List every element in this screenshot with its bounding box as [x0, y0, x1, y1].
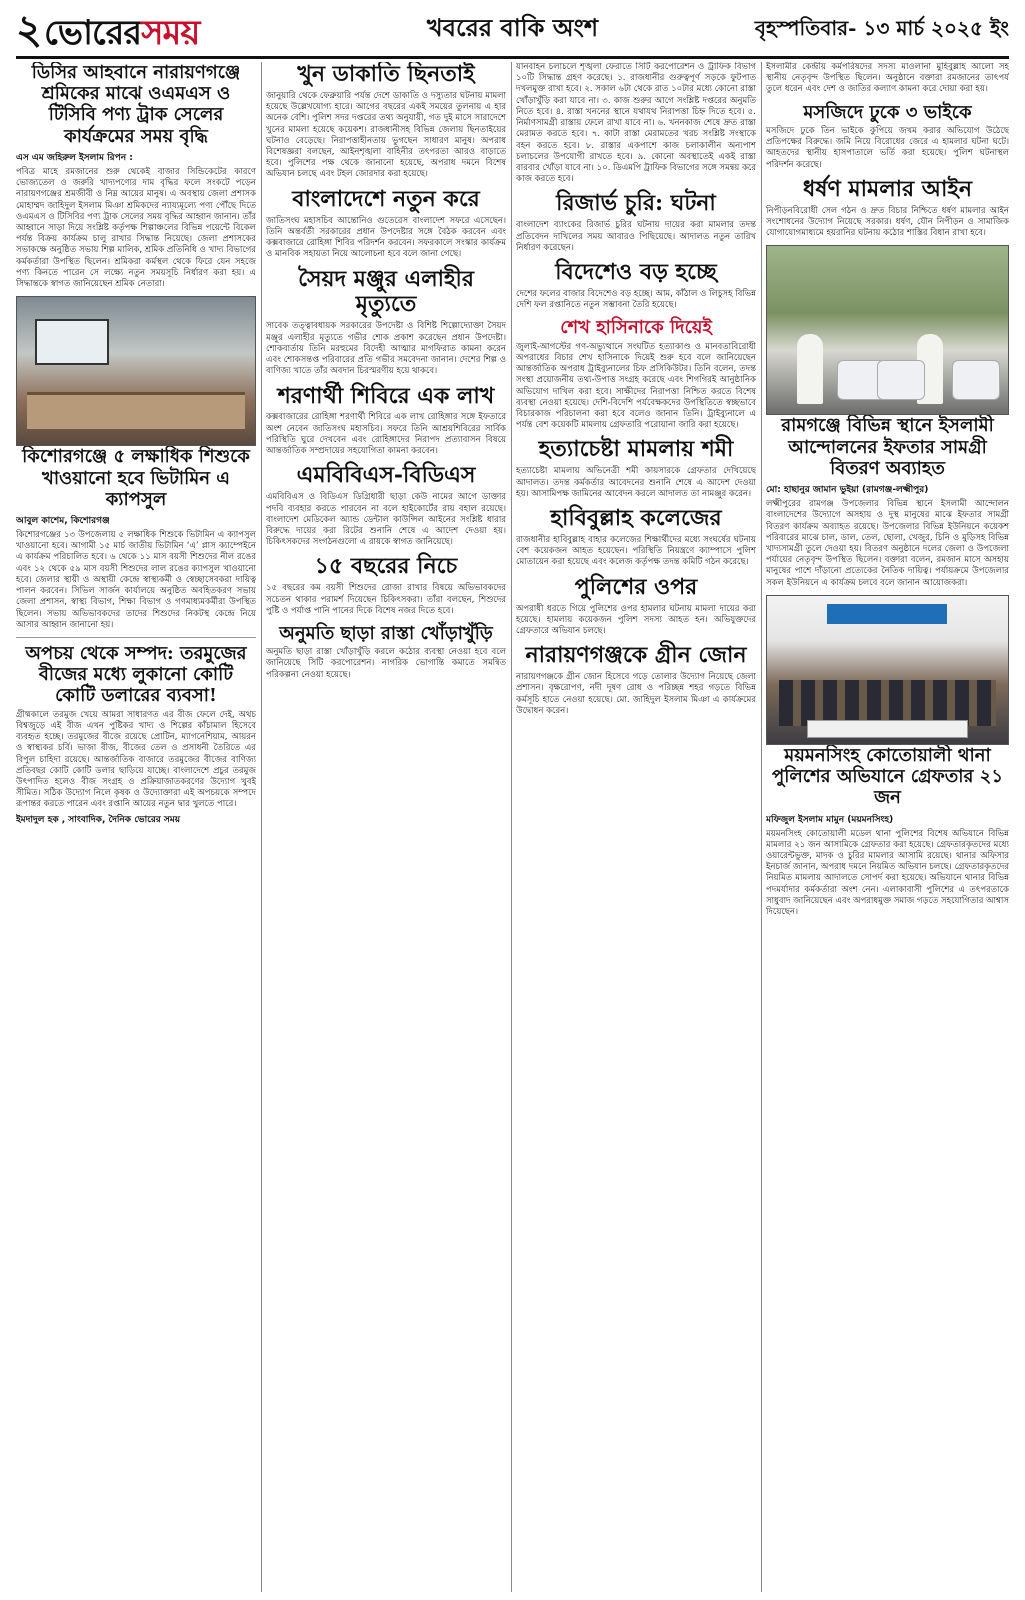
person-shape — [797, 334, 823, 404]
article-continuation — [766, 62, 1009, 96]
headline: অনুমতি ছাড়া রাস্তা খোঁড়াখুঁড়ি — [279, 623, 493, 645]
headline: এমবিবিএস-বিডিএস — [296, 462, 476, 489]
article-body: ময়মনসিংহ কোতোয়ালী মডেল থানা পুলিশের বিশেষ অভিযানে বিভিন্ন মামলার ২১ জন আসামিকে গ্রেফতার করা হয়েছে। গ্রেফতারকৃতদের মধ্যে ওয়ারেন্টভুক্ত, মাদক ও চুরির মামলার আসামি রয়েছে। থানার অফিসার ইনচার্জ জানান, অপরাধ দমনে নিয়মিত অভিযান চলছে। গ্রেফতারকৃতদের নিয়মিত মামলায় আদালতে সোপর্দ করা হয়েছে। অভিযানে থানার বিভিন্ন পদমর্যাদার কর্মকর্তারা অংশ নেন। এলাকাবাসী পুলিশের এ তৎপরতাকে সাধুবাদ জানিয়েছেন এবং অপরাধমুক্ত সমাজ গড়তে সহযোগিতার আশ্বাস দিয়েছেন। — [766, 828, 1009, 918]
headline: রামগঞ্জে বিভিন্ন স্থানে ইসলামী আন্দোলনের ইফতার সামগ্রী বিতরণ অব্যাহত — [781, 415, 994, 479]
headline: সৈয়দ মঞ্জুর এলাহীর মৃত্যুতে — [298, 265, 474, 318]
article-mosque-attack — [766, 102, 1009, 171]
article-body: সাবেক তত্ত্বাবধায়ক সরকারের উপদেষ্টা ও বিশিষ্ট শিল্পোদ্যোক্তা সৈয়দ মঞ্জুর এলাহীর মৃত্যুতে গভীর শোক প্রকাশ করেছেন প্রধান উপদেষ্টা। শোকবার্তায় তিনি মরহুমের বিদেহী আত্মার মাগফিরাত কামনা করেন এবং শোকসন্তপ্ত পরিবারের প্রতি গভীর সমবেদনা জানান। দেশের শিল্প ও বাণিজ্য খাতে তাঁর অবদান চিরস্মরণীয় হয়ে থাকবে। — [266, 321, 506, 377]
column-divider — [761, 62, 762, 1592]
article-mbbs-bds — [266, 463, 506, 548]
article-body: কক্সবাজারের রোহিঙ্গা শরণার্থী শিবিরে এক লাখ রোহিঙ্গার সঙ্গে ইফতারে অংশ নেবেন জাতিসংঘ মহাসচিব। সফরে তিনি আশ্রয়শিবিরের সার্বিক পরিস্থিতি ঘুরে দেখবেন এবং রোহিঙ্গাদের নিরাপদ প্রত্যাবাসন বিষয়ে আন্তর্জাতিক সম্প্রদায়ের সহযোগিতা কামনা করবেন। — [266, 412, 506, 457]
headline: কিশোরগঞ্জে ৫ লক্ষাধিক শিশুকে খাওয়ানো হবে ভিটামিন এ ক্যাপসুল — [22, 446, 250, 510]
article-road-digging — [266, 623, 506, 681]
headline: ময়মনসিংহ কোতোয়ালী থানা পুলিশের অভিযানে গ্রেফতার ২১ জন — [771, 744, 1004, 809]
column-divider — [261, 62, 262, 1592]
headline: শেখ হাসিনাকে দিয়েই — [560, 317, 712, 339]
article-body: বাংলাদেশ ব্যাংকের রিজার্ভ চুরির ঘটনায় দায়ের করা মামলার তদন্ত প্রতিবেদন দাখিলের সময় আবারও পিছিয়েছে। আদালত নতুন তারিখ নির্ধারণ করেছেন। — [516, 220, 756, 253]
article-body: দেশের ফলের বাজার বিদেশেও বড় হচ্ছে। আম, কাঁঠাল ও লিচুসহ বিভিন্ন দেশি ফল রপ্তানিতে নতুন সম্ভাবনা তৈরি হয়েছে। — [516, 288, 756, 311]
meeting-photo — [16, 296, 256, 446]
article-shomi — [516, 437, 756, 500]
article-bangladesh-new — [266, 187, 506, 261]
article-manzur-elahi — [266, 267, 506, 378]
headline: হত্যাচেষ্টা মামলায় শমী — [538, 436, 734, 463]
column-1 — [16, 62, 256, 1592]
article-body: জুলাই-আগস্টের গণ-অভ্যুত্থানে সংঘটিত হত্যাকাণ্ড ও মানবতাবিরোধী অপরাধের বিচার শেখ হাসিনাকে দিয়েই শুরু হবে বলে জানিয়েছেন আন্তর্জাতিক অপরাধ ট্রাইব্যুনালের চিফ প্রসিকিউটর। তিনি বলেন, তদন্ত সংস্থা প্রয়োজনীয় তথ্য-উপাত্ত সংগ্রহ করেছে এবং শিগগিরই আনুষ্ঠানিক অভিযোগ দাখিল করা হবে। সাক্ষীদের নিরাপত্তা নিশ্চিত করতে বিশেষ ব্যবস্থা নেওয়া হয়েছে। দেশি-বিদেশি পর্যবেক্ষকদের উপস্থিতিতে স্বচ্ছভাবে বিচারকাজ পরিচালনা করা হবে বলেও জানান তিনি। ট্রাইব্যুনালে এ পর্যন্ত বেশ কয়েকটি মামলায় গ্রেফতারি পরোয়ানা জারি করা হয়েছে। — [516, 341, 756, 431]
article-body: অনুমতি ছাড়া রাস্তা খোঁড়াখুঁড়ি করলে কঠোর ব্যবস্থা নেওয়া হবে বলে জানিয়েছে সিটি করপোরেশন। নাগরিক ভোগান্তি কমাতে সমন্বিত পরিকল্পনা নেওয়া হয়েছে। — [266, 647, 506, 680]
headline: হাবিবুল্লাহ কলেজের — [550, 505, 722, 531]
article-body: জাতিসংঘ মহাসচিব আন্তোনিও গুতেরেস বাংলাদেশ সফরে এসেছেন। তিনি অন্তর্বর্তী সরকারের প্রধান উপদেষ্টার সঙ্গে বৈঠক করবেন এবং কক্সবাজারে রোহিঙ্গা শিবির পরিদর্শন করবেন। সফরকালে সংস্কার কার্যক্রম ও মানবিক সহায়তা নিয়ে আলোচনা হবে বলে জানা গেছে। — [266, 215, 506, 260]
police-arrest-photo — [766, 595, 1009, 745]
banner-shape — [827, 604, 947, 624]
sack-shape — [952, 360, 1000, 400]
article-watermelon-seeds — [16, 643, 256, 827]
logo-name-part1: ভোরের — [44, 13, 142, 53]
headline: শরণার্থী শিবিরে এক লাখ — [277, 382, 495, 409]
column-2 — [266, 62, 506, 1592]
article-green-zone — [516, 643, 756, 717]
logo-name — [44, 13, 200, 53]
article-dc-oms — [16, 62, 256, 290]
headline: মসজিদে ঢুকে ৩ ভাইকে — [803, 101, 972, 123]
logo-name-part2: সময় — [141, 13, 200, 53]
headline: পুলিশের ওপর — [574, 573, 698, 600]
article-body: জানুয়ারি থেকে ফেব্রুয়ারি পর্যন্ত দেশে ডাকাতি ও দস্যুতার ঘটনায় মামলা হয়েছে উল্লেখযোগ্য হারে। আগের বছরের একই সময়ের তুলনায় এ হার অনেক বেশি। পুলিশ সদর দপ্তরের তথ্য অনুযায়ী, গত দুই মাসে সারাদেশে খুনের মামলা হয়েছে কয়েকশ। রাজধানীসহ বিভিন্ন জেলায় ছিনতাইয়ের ঘটনাও বেড়েছে। নিরাপত্তাহীনতায় ভুগছেন সাধারণ মানুষ। অপরাধ বিশেষজ্ঞরা বলছেন, আইনশৃঙ্খলা বাহিনীর তৎপরতা আরও বাড়াতে হবে। পুলিশের পক্ষ থেকে জানানো হয়েছে, অপরাধ দমনে বিশেষ অভিযান চলছে এবং টহল জোরদার করা হয়েছে। — [266, 90, 506, 180]
section-title: খবরের বাকি অংশ — [426, 13, 599, 42]
issue-date: বৃহস্পতিবার- ১৩ মার্চ ২০২৫ ইং — [754, 15, 1009, 40]
author-signature: ইমদাদুল হক , সাংবাদিক, দৈনিক ভোরের সময় — [16, 814, 181, 825]
article-body: পবিত্র মাহে রমজানের শুরু থেকেই বাজার সিন্ডিকেটের কারণে ভোজ্যতেল ও জরুরি খাদ্যপণ্যের দাম বৃদ্ধির ফলে সংকটে পড়েন নারায়ণগঞ্জের শ্রমজীবী ও নিম্ন আয়ের মানুষ। এ অবস্থায় জেলা প্রশাসক মোহাম্মদ জাহিদুল ইসলাম মিঞা শ্রমিকদের ন্যায্যমূল্যে পণ্য পৌঁছে দিতে ওএমএস ও টিসিবির পণ্য ট্রাক সেলের সময় বৃদ্ধির আহ্বান জানান। তাঁর আহ্বানে সাড়া দিয়ে সংশ্লিষ্ট কর্তৃপক্ষ শিল্পাঞ্চলের বিভিন্ন পয়েন্টে বিকেল পর্যন্ত বিক্রয় কার্যক্রম চালু রাখার সিদ্ধান্ত নিয়েছে। জেলা প্রশাসকের সভাকক্ষে অনুষ্ঠিত সভায় শিল্প মালিক, শ্রমিক প্রতিনিধি ও খাদ্য বিভাগের কর্মকর্তারা উপস্থিত ছিলেন। শ্রমিকরা কর্মস্থল থেকে ফিরে যেন সহজে পণ্য কিনতে পারেন সে লক্ষ্যে নতুন সময়সূচি নির্ধারণ করা হয়। এ সিদ্ধান্তকে স্বাগত জানিয়েছেন শ্রমিক নেতারা। — [16, 166, 256, 290]
article-body: কিশোরগঞ্জের ১৩ উপজেলায় ৫ লক্ষাধিক শিশুকে ভিটামিন এ ক্যাপসুল খাওয়ানো হবে। আগামী ১৫ মার্চ জাতীয় ভিটামিন ‘এ’ প্লাস ক্যাম্পেইনে এ কার্যক্রম পরিচালিত হবে। ৬ থেকে ১১ মাস বয়সী শিশুদের নীল রঙের এবং ১২ থেকে ৫৯ মাস বয়সী শিশুদের লাল রঙের ক্যাপসুল খাওয়ানো হবে। জেলার স্থায়ী ও অস্থায়ী কেন্দ্রে স্বাস্থ্যকর্মী ও স্বেচ্ছাসেবকরা দায়িত্ব পালন করবেন। সিভিল সার্জন কার্যালয়ে অনুষ্ঠিত অবহিতকরণ সভায় জেলা প্রশাসন, স্বাস্থ্য বিভাগ, শিক্ষা বিভাগ ও গণমাধ্যমকর্মীরা উপস্থিত ছিলেন। সভায় অভিভাবকদের তাদের শিশুদের নিকটস্থ কেন্দ্রে নিয়ে আসার আহ্বান জানানো হয়। — [16, 530, 256, 630]
headline: নারায়ণগঞ্জকে গ্রীন জোন — [525, 642, 747, 669]
article-body: গ্রীষ্মকালে তরমুজ খেয়ে আমরা সাধারণত এর বীজ ফেলে দেই, অথচ বিশ্বজুড়ে এই বীজ এখন পুষ্টিকর খাদ্য ও শিল্পের কাঁচামাল হিসেবে ব্যবহৃত হচ্ছে। তরমুজের বীজে রয়েছে প্রোটিন, ম্যাগনেশিয়াম, আয়রন ও স্বাস্থ্যকর চর্বি। ভাজা বীজ, বীজের তেল ও প্রসাধনী তৈরিতে এর বিপুল চাহিদা রয়েছে। আন্তর্জাতিক বাজারে তরমুজের বীজের বাণিজ্য প্রতিবছর কোটি কোটি ডলার ছাড়িয়ে যাচ্ছে। বাংলাদেশে প্রচুর তরমুজ উৎপাদিত হলেও বীজ সংগ্রহ ও প্রক্রিয়াজাতকরণের উদ্যোগ খুবই সীমিত। সঠিক উদ্যোগ নিলে কৃষক ও উদ্যোক্তারা এই অপচয়কে সম্পদে রূপান্তর করতে পারেন এবং রপ্তানি আয়ের নতুন দ্বার খুলতে পারে। — [16, 709, 256, 810]
article-body: লক্ষ্মীপুরের রামগঞ্জ উপজেলার বিভিন্ন স্থানে ইসলামী আন্দোলন বাংলাদেশের উদ্যোগে অসহায় ও দুস্থ মানুষের মাঝে ইফতার সামগ্রী বিতরণ কার্যক্রম অব্যাহত রয়েছে। উপজেলার বিভিন্ন ইউনিয়নে কয়েকশ পরিবারের মাঝে চাল, ডাল, তেল, ছোলা, খেজুর, চিনি ও মুড়িসহ বিভিন্ন খাদ্যসামগ্রী তুলে দেওয়া হয়। বিতরণ অনুষ্ঠানে দলের জেলা ও উপজেলা পর্যায়ের নেতৃবৃন্দ উপস্থিত ছিলেন। বক্তারা বলেন, রমজান মাসে অসহায় মানুষের পাশে দাঁড়ানো প্রত্যেকের নৈতিক দায়িত্ব। পর্যায়ক্রমে উপজেলার সকল ইউনিয়নে এ কার্যক্রম চলবে বলে জানান আয়োজকরা। — [766, 499, 1009, 588]
column-divider — [511, 62, 512, 1592]
article-rape-law — [766, 177, 1009, 240]
article-road-rules — [516, 62, 756, 185]
article-body: যানবাহন চলাচলে শৃঙ্খলা ফেরাতে সিটি করপোরেশন ও ট্রাফিক বিভাগ ১০টি সিদ্ধান্ত গ্রহণ করেছে। ১. রাজধানীর গুরুত্বপূর্ণ সড়কে ফুটপাত দখলমুক্ত রাখা হবে। ২. সকাল ৬টা থেকে রাত ১০টার মধ্যে কোনো রাস্তা খোঁড়াখুঁড়ি করা যাবে না। ৩. কাজ শুরুর আগে সংশ্লিষ্ট দপ্তরের অনুমতি নিতে হবে। ৪. রাস্তা খননের স্থানে যথাযথ নিরাপত্তা চিহ্ন দিতে হবে। ৫. নির্মাণসামগ্রী রাস্তায় ফেলে রাখা যাবে না। ৬. খননকাজ শেষে দ্রুত রাস্তা মেরামত করতে হবে। ৭. কাটা রাস্তা মেরামতের খরচ সংশ্লিষ্ট সংস্থাকে বহন করতে হবে। ৮. রাস্তার একপাশে কাজ চলাকালীন অন্যপাশ চলাচলের উপযোগী রাখতে হবে। ৯. কোনো অবস্থাতেই একই রাস্তা বারবার খোঁড়া যাবে না। ১০. ডিএমপি ট্রাফিক বিভাগের সঙ্গে সমন্বয় করে কাজ করতে হবে। — [516, 62, 756, 185]
headline: খুন ডাকাতি ছিনতাই — [297, 62, 475, 87]
article-body: নিপীড়নবিরোধী সেল গঠন ও দ্রুত বিচার নিশ্চিতে ধর্ষণ মামলার আইন সংশোধনের উদ্যোগ নিয়েছে সরকার। ধর্ষণ, যৌন নিপীড়ন ও সামাজিক যোগাযোগমাধ্যমে হয়রানির ঘটনায় কঠোর শাস্তির বিধান রাখা হবে। — [766, 205, 1009, 239]
byline: এস এম জহিরুল ইসলাম রিপন : — [16, 152, 133, 163]
article-crime — [266, 62, 506, 181]
column-3 — [516, 62, 756, 1592]
headline: বাংলাদেশে নতুন করে — [292, 185, 480, 212]
projector-screen-shape — [35, 319, 109, 365]
article-body: ইসলামীর কেন্দ্রীয় কর্মপরিষদের সদস্য মাওলানা মুহিবুল্লাহ আলো সহ স্থানীয় নেতৃবৃন্দ উপস্থিত ছিলেন। অনুষ্ঠানে বক্তারা রমজানের তাৎপর্য তুলে ধরেন এবং দেশ ও জাতির কল্যাণ কামনা করে দোয়া করা হয়। — [766, 62, 1009, 95]
headline: রিজার্ভ চুরি: ঘটনা — [556, 190, 716, 217]
article-abroad-growing — [516, 260, 756, 311]
logo-number: ২ — [16, 6, 43, 53]
headline: ১৫ বছরের নিচে — [314, 553, 458, 580]
divider — [16, 637, 256, 638]
conference-table-shape — [27, 392, 245, 429]
article-ramganj-iftar — [766, 415, 1009, 588]
newspaper-logo — [16, 6, 276, 53]
article-body: মসজিদে ঢুকে তিন ভাইকে কুপিয়ে জখম করার অভিযোগ উঠেছে প্রতিপক্ষের বিরুদ্ধে। জমি নিয়ে বিরোধের জেরে এ হামলার ঘটনা ঘটে। আহতদের স্থানীয় হাসপাতালে ভর্তি করা হয়েছে। পুলিশ ঘটনাস্থল পরিদর্শন করেছে। — [766, 125, 1009, 170]
article-body: নারায়ণগঞ্জকে গ্রীন জোন হিসেবে গড়ে তোলার উদ্যোগ নিয়েছে জেলা প্রশাসন। বৃক্ষরোপণ, নদী দূষণ রোধ ও পরিচ্ছন্ন শহর গড়তে বিভিন্ন কর্মসূচি হাতে নেওয়া হয়েছে। মো. জাহিদুল ইসলাম মিঞা এ কার্যক্রমের উদ্বোধন করেন। — [516, 672, 756, 716]
article-vitamin-a — [16, 446, 256, 631]
article-reserve-theft — [516, 191, 756, 254]
article-under-15 — [266, 554, 506, 617]
article-body: ১৫ বছরের কম বয়সী শিশুদের রোজা রাখার বিষয়ে অভিভাবকদের সচেতন থাকার পরামর্শ দিয়েছেন চিকিৎসকরা। তাঁরা বলছেন, শিশুদের পুষ্টি ও পর্যাপ্ত পানি পানের দিকে বিশেষ নজর দিতে হবে। — [266, 583, 506, 616]
article-body: হত্যাচেষ্টা মামলায় অভিনেত্রী শমী কায়সারকে গ্রেফতার দেখিয়েছে আদালত। তদন্ত কর্মকর্তার আবেদনের শুনানি শেষে এ আদেশ দেওয়া হয়। আসামিপক্ষ জামিনের আবেদন করলে আদালত তা নামঞ্জুর করেন। — [516, 466, 756, 499]
headline: অপচয় থেকে সম্পদ: তরমুজের বীজের মধ্যে লুকানো কোটি কোটি ডলারের ব্যবসা! — [25, 643, 247, 707]
headline: বিদেশেও বড় হচ্ছে — [555, 259, 717, 286]
headline: ধর্ষণ মামলার আইন — [802, 175, 972, 202]
article-body: অপরাধী ধরতে গিয়ে পুলিশের ওপর হামলার ঘটনায় মামলা দায়ের করা হয়েছে। হামলায় কয়েকজন পুলিশ সদস্য আহত হন। অভিযুক্তদের গ্রেফতারে অভিযান চলছে। — [516, 603, 756, 636]
article-mymensingh-arrest — [766, 745, 1009, 918]
column-4 — [766, 62, 1009, 1592]
iftar-distribution-photo — [766, 245, 1009, 415]
article-habibullah-college — [516, 506, 756, 569]
byline: মফিজুল ইসলাম মামুন (ময়মনসিংহ) — [766, 814, 894, 825]
byline: মো: হাছানুর জামান ভুইয়া (রামগঞ্জ-লক্ষ্মীপুর) — [766, 485, 929, 496]
byline: আবুল কাশেম, কিশোরগঞ্জ — [16, 516, 110, 527]
article-body: এমবিবিএস ও বিডিএস ডিগ্রিধারী ছাড়া কেউ নামের আগে ডাক্তার পদবি ব্যবহার করতে পারবেন না বলে হাইকোর্টের রায় বহাল রয়েছে। বাংলাদেশ মেডিকেল অ্যান্ড ডেন্টাল কাউন্সিল আইনের সংশ্লিষ্ট ধারার বিরুদ্ধে দায়ের করা রিটের শুনানি শেষে এ আদেশ দেওয়া হয়। চিকিৎসকদের সংগঠনগুলো এ রায়কে স্বাগত জানিয়েছে। — [266, 492, 506, 548]
article-body: রাজধানীর হাবিবুল্লাহ বাহার কলেজের শিক্ষার্থীদের মধ্যে সংঘর্ষের ঘটনায় বেশ কয়েকজন আহত হয়েছেন। পরিস্থিতি নিয়ন্ত্রণে ক্যাম্পাসে পুলিশ মোতায়েন করা হয়েছে এবং কলেজ কর্তৃপক্ষ তদন্ত কমিটি গঠন করেছে। — [516, 534, 756, 568]
sack-shape — [877, 360, 925, 400]
headline: ডিসির আহবানে নারায়ণগঞ্জে শ্রমিকের মাঝে ওএমএস ও টিসিবি পণ্য ট্রাক সেলের কার্যক্রমের সময় বৃদ্ধি — [31, 62, 241, 147]
article-sheikh-hasina — [516, 317, 756, 431]
masthead — [16, 4, 1009, 59]
table-shape — [807, 720, 968, 738]
article-refugee-camp — [266, 384, 506, 458]
article-police-attack — [516, 575, 756, 638]
